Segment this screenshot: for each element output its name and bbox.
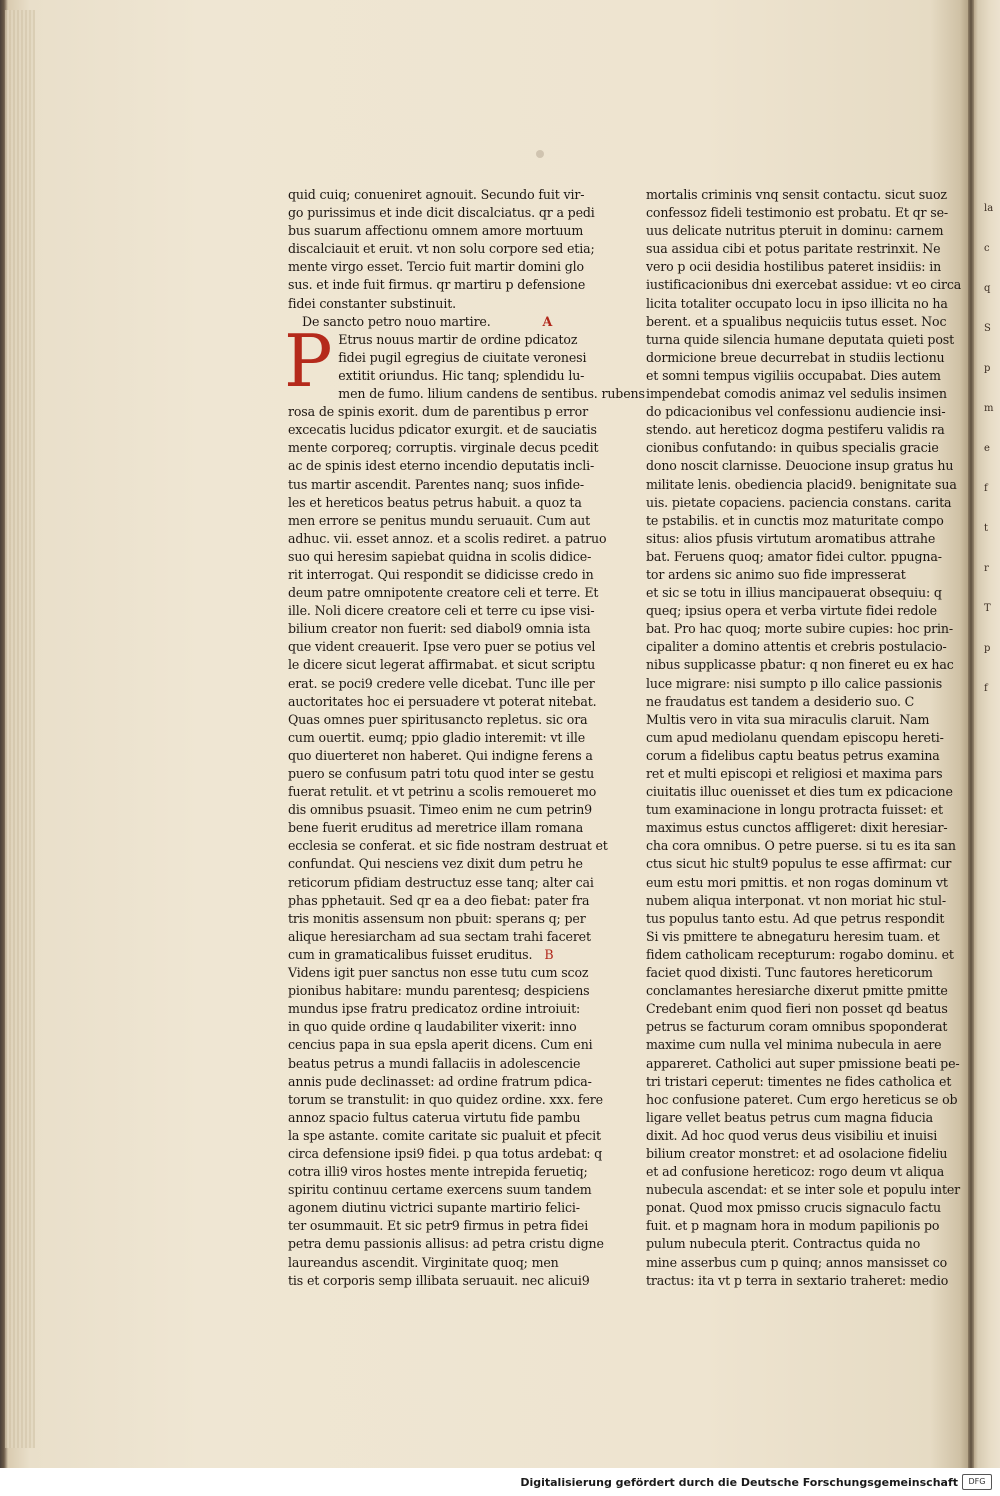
text-line: dis omnibus psuasit. Timeo enim ne cum petrin9: [288, 802, 593, 818]
text-line: quo diuerteret non haberet. Qui indigne ferens a: [288, 747, 593, 763]
text-line: beatus petrus a mundi fallaciis in adolescencie: [288, 1055, 581, 1071]
text-line: dixit. Ad hoc quod verus deus visibiliu et inuisi: [646, 1127, 938, 1143]
text-line: mortalis criminis vnq sensit contactu. sicut suoz: [646, 187, 947, 202]
text-line: nubem aliqua interponat. vt non moriat hic stul-: [646, 892, 946, 908]
text-line: confessoz fideli testimonio est probatu. Et qr se-: [646, 205, 948, 221]
text-line: fuit. et p magnam hora in modum papilionis po: [646, 1218, 940, 1234]
text-line: ecclesia se conferat. et sic fide nostram destruat et: [288, 838, 608, 854]
text-line: deum patre omnipotente creatore celi et terre. Et: [288, 585, 599, 601]
marginal-fragment: e: [984, 443, 990, 454]
marginal-fragment: S: [984, 323, 991, 334]
funding-credit: Digitalisierung gefördert durch die Deutsche Forschungsgemeinschaft: [520, 1476, 958, 1489]
section-mark-a: A: [542, 313, 553, 329]
text-line: fidem catholicam recepturum: rogabo dominu. et: [646, 946, 954, 962]
marginal-fragment: f: [984, 683, 988, 694]
text-line: do pdicacionibus vel confessionu audiencie insi-: [646, 404, 946, 420]
text-line: les et hereticos beatus petrus habuit. a quoz ta: [288, 494, 582, 510]
text-line: hoc confusione pateret. Cum ergo hereticus se ob: [646, 1091, 958, 1107]
text-line: phas pphetauit. Sed qr ea a deo fiebat: pater fra: [288, 892, 590, 908]
text-line: petrus se facturum coram omnibus spoponderat: [646, 1019, 948, 1035]
text-line: cencius papa in sua epsla aperit dicens. Cum eni: [288, 1037, 593, 1053]
text-line: alique heresiarcham ad sua sectam trahi faceret: [288, 928, 591, 944]
body-text-right: [646, 186, 962, 1290]
text-line: tri tristari ceperut: timentes ne fides catholica et: [646, 1073, 952, 1089]
section-mark-b: B: [544, 946, 554, 962]
text-line: ac de spinis idest eterno incendio deputatis incli-: [288, 458, 595, 474]
text-line: le dicere sicut legerat affirmabat. et sicut scriptu: [288, 657, 596, 673]
text-line: reticorum pfidiam destructuz esse tanq; alter cai: [288, 874, 594, 890]
text-line: quid cuiq; conueniret agnouit. Secundo fuit vir-: [288, 187, 585, 202]
text-line: bat. Pro hac quoq; morte subire cupies: hoc prin-: [646, 621, 953, 637]
text-line: rosa de spinis exorit. dum de parentibus p error: [288, 404, 588, 420]
text-line: tus populus tanto estu. Ad que petrus respondit: [646, 910, 945, 926]
text-line: tis et corporis semp illibata seruauit. nec alicui9: [288, 1272, 590, 1288]
text-line: ille. Noli dicere creatore celi et terre cu ipse visi-: [288, 603, 595, 619]
text-line: Quas omnes puer spiritusancto repletus. sic ora: [288, 711, 588, 727]
text-line: licita totaliter occupato locu in ipso illicita no ha: [646, 295, 948, 311]
text-line: ret et multi episcopi et religiosi et maxima pars: [646, 766, 943, 781]
marginal-fragment: la: [984, 203, 994, 214]
text-line: erat. se poci9 credere velle dicebat. Tunc ille per: [288, 675, 595, 691]
text-line: et ad confusione hereticoz: rogo deum vt aliqua: [646, 1164, 945, 1180]
text-line: ne fraudatus est tandem a desiderio suo. C: [646, 693, 915, 709]
text-line: mente virgo esset. Tercio fuit martir domini glo: [288, 259, 584, 275]
text-line: fidei constanter substinuit.: [288, 295, 456, 311]
text-line: cha cora omnibus. O petre puerse. si tu es ita san: [646, 838, 956, 854]
text-line: ctus sicut hic stult9 populus te esse affirmat: cur: [646, 856, 952, 872]
text-line: sus. et inde fuit firmus. qr martiru p defensione: [288, 277, 586, 293]
text-line: confundat. Qui nesciens vez dixit dum petru he: [288, 856, 583, 872]
dfg-logo: DFG: [962, 1474, 992, 1490]
text-line: mundus ipse fratru predicatoz ordine introiuit:: [288, 1001, 581, 1017]
paper-stain: [536, 150, 544, 158]
section-heading: [288, 313, 588, 331]
text-line: go purissimus et inde dicit discalciatus. qr a pedi: [288, 205, 595, 221]
text-line: tus martir ascendit. Parentes nanq; suos infide-: [288, 476, 585, 492]
text-line: spiritu continuu certame exercens suum tandem: [288, 1182, 592, 1198]
text-line: auctoritates hoc ei persuadere vt poterat nitebat.: [288, 693, 597, 709]
text-line: Credebant enim quod fieri non posset qd beatus: [646, 1001, 948, 1017]
text-line: queq; ipsius opera et verba virtute fidei redole: [646, 603, 937, 619]
next-leaf-edge: [968, 0, 974, 1468]
text-line: appareret. Catholici aut super pmissione beati pe-: [646, 1055, 960, 1071]
text-line: fuerat retulit. et vt petrinu a scolis remoueret mo: [288, 784, 597, 800]
marginal-fragment: r: [984, 563, 989, 574]
text-line: maximus estus cunctos affligeret: dixit heresiar-: [646, 820, 948, 836]
text-line: circa defensione ipsi9 fidei. p qua totus ardebat: q: [288, 1145, 603, 1161]
text-line: laureandus ascendit. Virginitate quoq; men: [288, 1254, 559, 1270]
text-line: men errore se penitus mundu seruauit. Cum aut: [288, 512, 590, 528]
text-line: ponat. Quod mox pmisso crucis signaculo factu: [646, 1200, 941, 1216]
text-line: iustificacionibus dni exercebat assidue: vt eo circa: [646, 277, 962, 293]
text-line: dormicione breue decurrebat in studiis lectionu: [646, 349, 945, 365]
text-line: annis pude declinasset: ad ordine fratrum pdica-: [288, 1073, 592, 1089]
text-line: puero se confusum patri totu quod inter se gestu: [288, 766, 595, 781]
text-line: tor ardens sic animo suo fide impresserat: [646, 566, 906, 582]
text-line: militate lenis. obediencia placid9. benignitate sua: [646, 476, 957, 492]
text-line: nibus supplicasse pbatur: q non fineret eu ex hac: [646, 657, 954, 673]
text-line: excecatis lucidus pdicator exurgit. et de sauciatis: [288, 422, 597, 438]
text-line: tractus: ita vt p terra in sextario traheret: medio: [646, 1272, 949, 1288]
text-line: annoz spacio fultus caterua virtutu fide pambu: [288, 1109, 581, 1125]
text-line: tum examinacione in longu protracta fuisset: et: [646, 802, 943, 818]
text-column-right: [646, 186, 962, 1290]
text-line: Etrus nouus martir de ordine pdicatoz: [338, 331, 578, 347]
text-line: rit interrogat. Qui respondit se didicisse credo in: [288, 566, 594, 582]
stacked-page-edges: [5, 10, 35, 1448]
text-line: bat. Feruens quoq; amator fidei cultor. ppugna-: [646, 548, 942, 564]
text-line: impendebat comodis animaz vel sedulis insimen: [646, 386, 947, 402]
text-line: torum se transtulit: in quo quidez ordine. xxx. fere: [288, 1091, 603, 1107]
text-line: luce migrare: nisi sumpto p illo calice passionis: [646, 675, 943, 691]
text-line: turna quide silencia humane deputata quieti post: [646, 331, 954, 347]
text-line: mine asserbus cum p quinq; annos mansisset co: [646, 1254, 948, 1270]
text-line: vero p ocii desidia hostilibus pateret insidiis: in: [646, 259, 942, 275]
text-line: que vident creauerit. Ipse vero puer se potius vel: [288, 639, 596, 655]
text-line: et somni tempus vigiliis occupabat. Dies autem: [646, 367, 941, 383]
illuminated-initial: P: [284, 318, 333, 403]
text-line: conclamantes heresiarche dixerut pmitte pmitte: [646, 983, 948, 999]
text-line: fidei pugil egregius de ciuitate veronesi: [338, 349, 587, 365]
text-line: cum in gramaticalibus fuisset eruditus. B: [288, 946, 554, 962]
text-line: cum ouertit. eumq; ppio gladio interemit: vt ille: [288, 729, 586, 745]
text-line: bus suarum affectionu omnem amore mortuum: [288, 223, 584, 239]
text-line: in quo quide ordine q laudabiliter vixerit: inno: [288, 1019, 577, 1035]
text-line: pulum nubecula pterit. Contractus quida no: [646, 1236, 921, 1252]
text-line: Si vis pmittere te abnegaturu heresim tuam. et: [646, 928, 940, 944]
text-line: eum estu mori pmittis. et non rogas dominum vt: [646, 874, 948, 890]
marginal-fragment: p: [984, 643, 991, 654]
text-line: mente corporeq; corruptis. virginale decus pcedit: [288, 440, 599, 456]
text-line: sua assidua cibi et potus paritate restrinxit. Ne: [646, 241, 941, 257]
text-line: stendo. aut hereticoz dogma pestiferu validis ra: [646, 422, 945, 438]
text-line: berent. et a spualibus nequiciis tutus esset. Noc: [646, 313, 947, 329]
text-line: nubecula ascendat: et se inter sole et populu inter: [646, 1182, 961, 1198]
text-line: uis. pietate copaciens. paciencia constans. carita: [646, 494, 952, 510]
text-line: pionibus habitare: mundu parentesq; despiciens: [288, 983, 590, 999]
text-column-left: [284, 186, 645, 1290]
marginal-fragment: f: [984, 483, 988, 494]
marginal-fragment: T: [984, 603, 991, 614]
text-line: cum apud mediolanu quendam episcopu hereti-: [646, 729, 944, 745]
facing-page-fragments: [984, 200, 1000, 720]
text-line: agonem diutinu victrici supante martirio felici-: [288, 1200, 580, 1216]
marginal-fragment: q: [984, 283, 991, 294]
text-line: la spe astante. comite caritate sic pualuit et pfecit: [288, 1127, 601, 1143]
text-line: bilium creator non fuerit: sed diabol9 omnia ista: [288, 621, 591, 637]
text-line: Videns igit puer sanctus non esse tutu cum scoz: [288, 965, 589, 981]
text-line: discalciauit et eruit. vt non solu corpore sed etia;: [288, 241, 595, 257]
marginal-fragment: c: [984, 243, 990, 254]
text-line: corum a fidelibus captu beatus petrus examina: [646, 747, 940, 763]
text-line: adhuc. vii. esset annoz. et a scolis rediret. a patruo: [288, 530, 607, 546]
text-line: extitit oriundus. Hic tanq; splendidu lu-: [338, 367, 585, 383]
text-line: uus delicate nutritus pteruit in dominu: carnem: [646, 223, 944, 239]
heading-text: De sancto petro nouo martire.: [302, 313, 491, 329]
marginal-fragment: p: [984, 363, 991, 374]
text-line: ciuitatis illuc ouenisset et dies tum ex pdicacione: [646, 784, 953, 800]
text-line: situs: alios pfusis virtutum aromatibus attrahe: [646, 530, 936, 546]
intro-paragraph: [288, 186, 595, 313]
text-line: dono noscit clarnisse. Deuocione insup gratus hu: [646, 458, 954, 474]
text-line: Multis vero in vita sua miraculis claruit. Nam: [646, 711, 930, 727]
text-line: bene fuerit eruditus ad meretrice illam romana: [288, 820, 584, 836]
footer-bar: [0, 1468, 1000, 1496]
marginal-fragment: m: [984, 403, 994, 414]
text-line: maxime cum nulla vel minima nubecula in aere: [646, 1037, 942, 1053]
text-line: bilium creator monstret: et ad osolacione fideliu: [646, 1145, 948, 1161]
text-line: faciet quod dixisti. Tunc fautores hereticorum: [646, 965, 933, 981]
text-line: tris monitis assensum non pbuit: sperans q; per: [288, 910, 586, 926]
text-line: et sic se totu in illius mancipauerat obsequiu: q: [646, 585, 942, 601]
text-line: cionibus confutando: in quibus specialis gracie: [646, 440, 939, 456]
text-line: cotra illi9 viros hostes mente intrepida feruetiq;: [288, 1164, 588, 1180]
text-line: te pstabilis. et in cunctis moz maturitate compo: [646, 512, 944, 528]
text-line: suo qui heresim sapiebat quidna in scolis didice-: [288, 548, 592, 564]
text-line: cipaliter a domino attentis et crebris postulacio-: [646, 639, 947, 655]
body-text: [288, 331, 645, 1290]
text-line: ter osummauit. Et sic petr9 firmus in petra fidei: [288, 1218, 589, 1234]
text-line: ligare vellet beatus petrus cum magna fiducia: [646, 1109, 934, 1125]
text-line: men de fumo. lilium candens de sentibus. rubens: [338, 386, 645, 402]
marginal-fragment: t: [984, 523, 989, 534]
text-line: petra demu passionis allisus: ad petra cristu digne: [288, 1236, 604, 1252]
